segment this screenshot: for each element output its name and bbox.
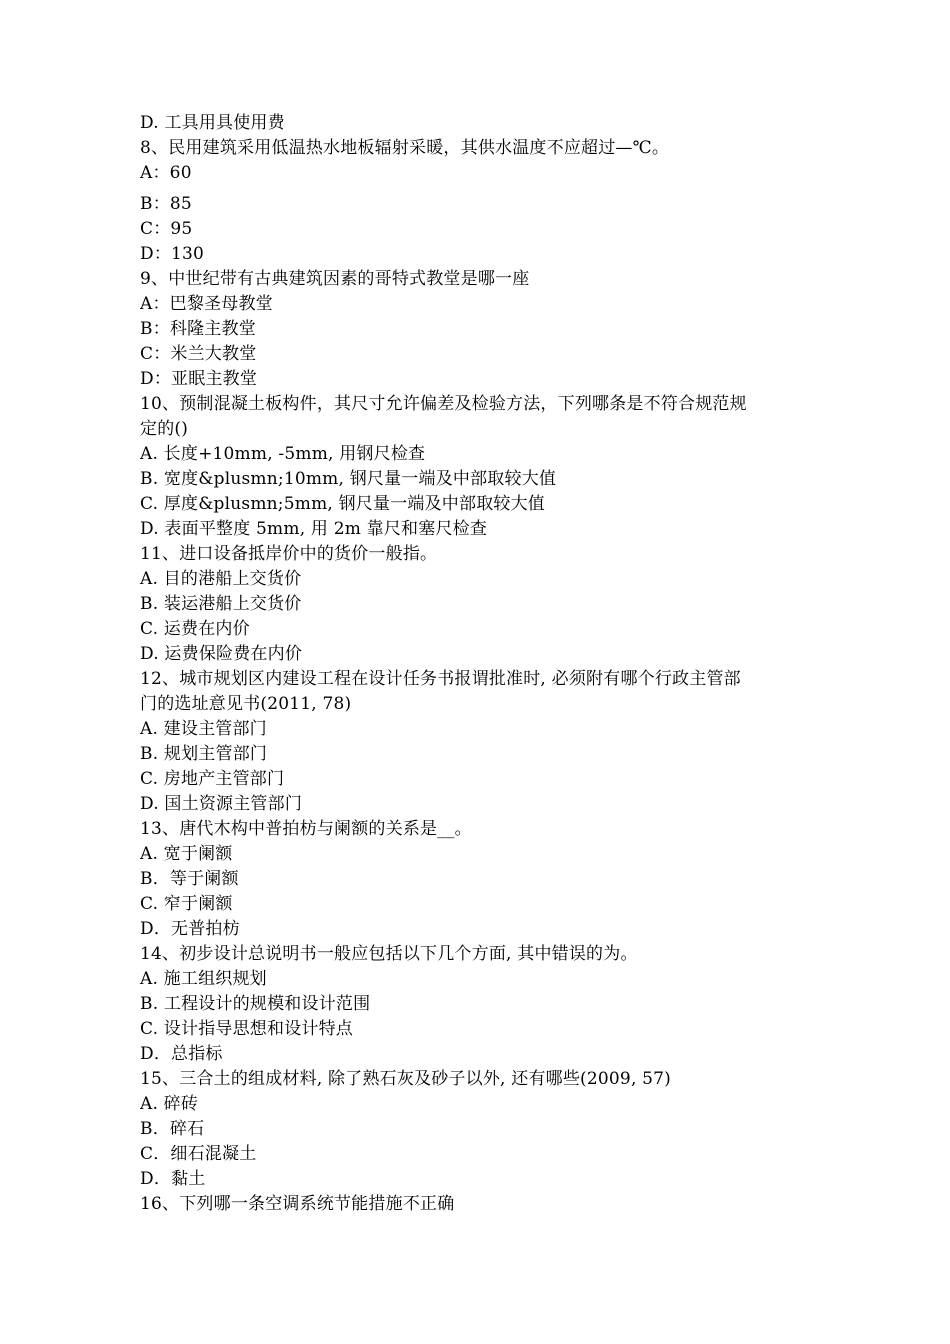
q8-option-b: B：85 (140, 194, 192, 214)
q8-question: 8、民用建筑采用低温热水地板辐射采暖，其供水温度不应超过—℃。 (140, 138, 670, 158)
q11-question: 11、进口设备抵岸价中的货价一般指。 (140, 544, 438, 564)
q8-option-d: D：130 (140, 244, 205, 264)
q15-option-d: D．黏土 (140, 1169, 206, 1189)
q15-question: 15、三合土的组成材料, 除了熟石灰及砂子以外, 还有哪些(2009, 57) (140, 1069, 672, 1089)
q8-option-a: A：60 (140, 163, 192, 183)
q10-question-line2: 定的() (140, 419, 189, 439)
q12-question-line2: 门的选址意见书(2011, 78) (140, 694, 352, 714)
q13-option-a: A. 宽于阑额 (140, 844, 233, 864)
q12-option-c: C. 房地产主管部门 (140, 769, 285, 789)
q13-question: 13、唐代木构中普拍枋与阑额的关系是__。 (140, 819, 472, 839)
q12-option-d: D. 国土资源主管部门 (140, 794, 303, 814)
q9-option-d: D：亚眠主教堂 (140, 369, 258, 389)
q14-option-b: B. 工程设计的规模和设计范围 (140, 994, 371, 1014)
q13-option-d: D．无普拍枋 (140, 919, 240, 939)
q10-option-d: D. 表面平整度 5mm, 用 2m 靠尺和塞尺检查 (140, 519, 488, 539)
q14-option-c: C. 设计指导思想和设计特点 (140, 1019, 354, 1039)
q9-option-a: A：巴黎圣母教堂 (140, 294, 273, 314)
q11-option-b: B. 装运港船上交货价 (140, 594, 302, 614)
q12-question-line1: 12、城市规划区内建设工程在设计任务书报谓批准时, 必须附有哪个行政主管部 (140, 669, 741, 689)
q12-option-b: B. 规划主管部门 (140, 744, 268, 764)
q11-option-a: A. 目的港船上交货价 (140, 569, 302, 589)
q14-option-a: A. 施工组织规划 (140, 969, 267, 989)
q13-option-c: C. 窄于阑额 (140, 894, 233, 914)
q9-option-c: C：米兰大教堂 (140, 344, 257, 364)
q15-option-a: A. 碎砖 (140, 1094, 199, 1114)
q10-question-line1: 10、预制混凝土板构件，其尺寸允许偏差及检验方法，下列哪条是不符合规范规 (140, 394, 747, 414)
q10-option-a: A. 长度+10mm, -5mm, 用钢尺检查 (140, 444, 426, 464)
q14-option-d: D．总指标 (140, 1044, 223, 1064)
q13-option-b: B．等于阑额 (140, 869, 239, 889)
q15-option-c: C．细石混凝土 (140, 1144, 257, 1164)
q14-question: 14、初步设计总说明书一般应包括以下几个方面, 其中错误的为。 (140, 944, 638, 964)
q9-question: 9、中世纪带有古典建筑因素的哥特式教堂是哪一座 (140, 269, 530, 289)
q11-option-c: C. 运费在内价 (140, 619, 250, 639)
q10-option-c: C. 厚度&plusmn;5mm, 钢尺量一端及中部取较大值 (140, 494, 545, 514)
q12-option-a: A. 建设主管部门 (140, 719, 267, 739)
q10-option-b: B. 宽度&plusmn;10mm, 钢尺量一端及中部取较大值 (140, 469, 557, 489)
q15-option-b: B．碎石 (140, 1119, 205, 1139)
q7-option-d: D. 工具用具使用费 (140, 113, 285, 133)
q9-option-b: B：科隆主教堂 (140, 319, 256, 339)
q16-question: 16、下列哪一条空调系统节能措施不正确 (140, 1194, 455, 1214)
document-body (140, 111, 820, 1217)
q8-option-c: C：95 (140, 219, 193, 239)
q11-option-d: D. 运费保险费在内价 (140, 644, 303, 664)
